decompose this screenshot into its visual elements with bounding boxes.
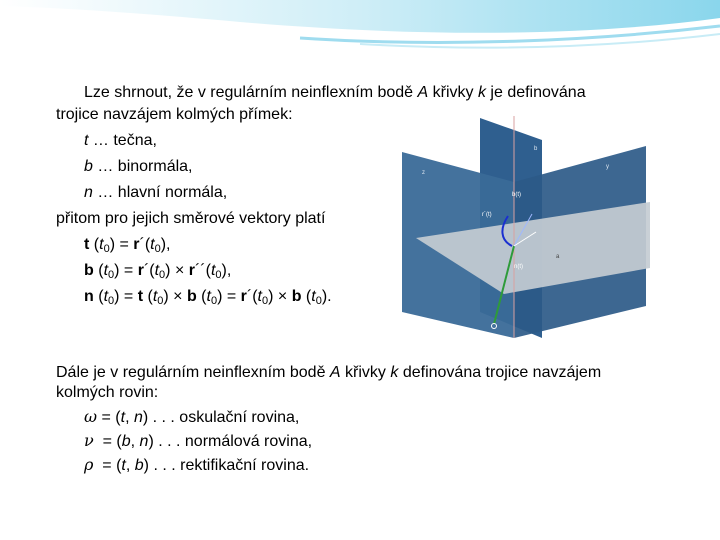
intro-line-2: trojice navzájem kolmých přímek: — [56, 106, 293, 123]
formula-tangent: t $(t_0)$ = $r´(t_0)$, — [84, 236, 171, 255]
svg-text:y: y — [606, 164, 609, 170]
planes-intro-line-2: kolmých rovin: — [56, 384, 159, 401]
rho-symbol: ρ — [84, 455, 94, 474]
intro-line-1: Lze shrnout, že v regulárním neinflexním bodě A křivky k je definována — [84, 84, 586, 101]
svg-text:b: b — [534, 146, 538, 152]
formula-normal: n $(t_0) = t$ $(t_0) \times b$ $(t_0)$ = $r´(t_0) \times b$ $(t_0)$. — [84, 288, 332, 307]
item-binormal: b … binormála, — [84, 158, 193, 175]
svg-text:n(t): n(t) — [514, 264, 523, 270]
header-decoration — [0, 0, 720, 60]
planes-intro-line-1: Dále je v regulárním neinflexním bodě A křivky k definována trojice navzájem — [56, 364, 602, 381]
plane-osculating: ω = (t, n) . . . oskulační rovina, — [84, 407, 300, 426]
vectors-intro: přitom pro jejich směrové vektory platí — [56, 210, 326, 227]
omega-symbol: ω — [84, 407, 98, 426]
item-tangent: t … tečna, — [84, 132, 157, 149]
svg-text:r´(t): r´(t) — [482, 212, 492, 218]
nu-symbol: ν — [84, 431, 94, 450]
svg-text:z: z — [422, 170, 425, 176]
item-normal: n … hlavní normála, — [84, 184, 228, 201]
svg-text:a: a — [556, 254, 560, 260]
formula-binormal: b $(t_0)$ = $r´(t_0)$ × $r´´(t_0)$, — [84, 262, 232, 281]
plane-rectifying: ρ = (t, b) . . . rektifikační rovina. — [84, 455, 310, 474]
svg-text:b(t): b(t) — [512, 192, 521, 198]
frenet-frame-figure — [396, 106, 650, 346]
plane-normal: ν = (b, n) . . . normálová rovina, — [84, 431, 313, 450]
